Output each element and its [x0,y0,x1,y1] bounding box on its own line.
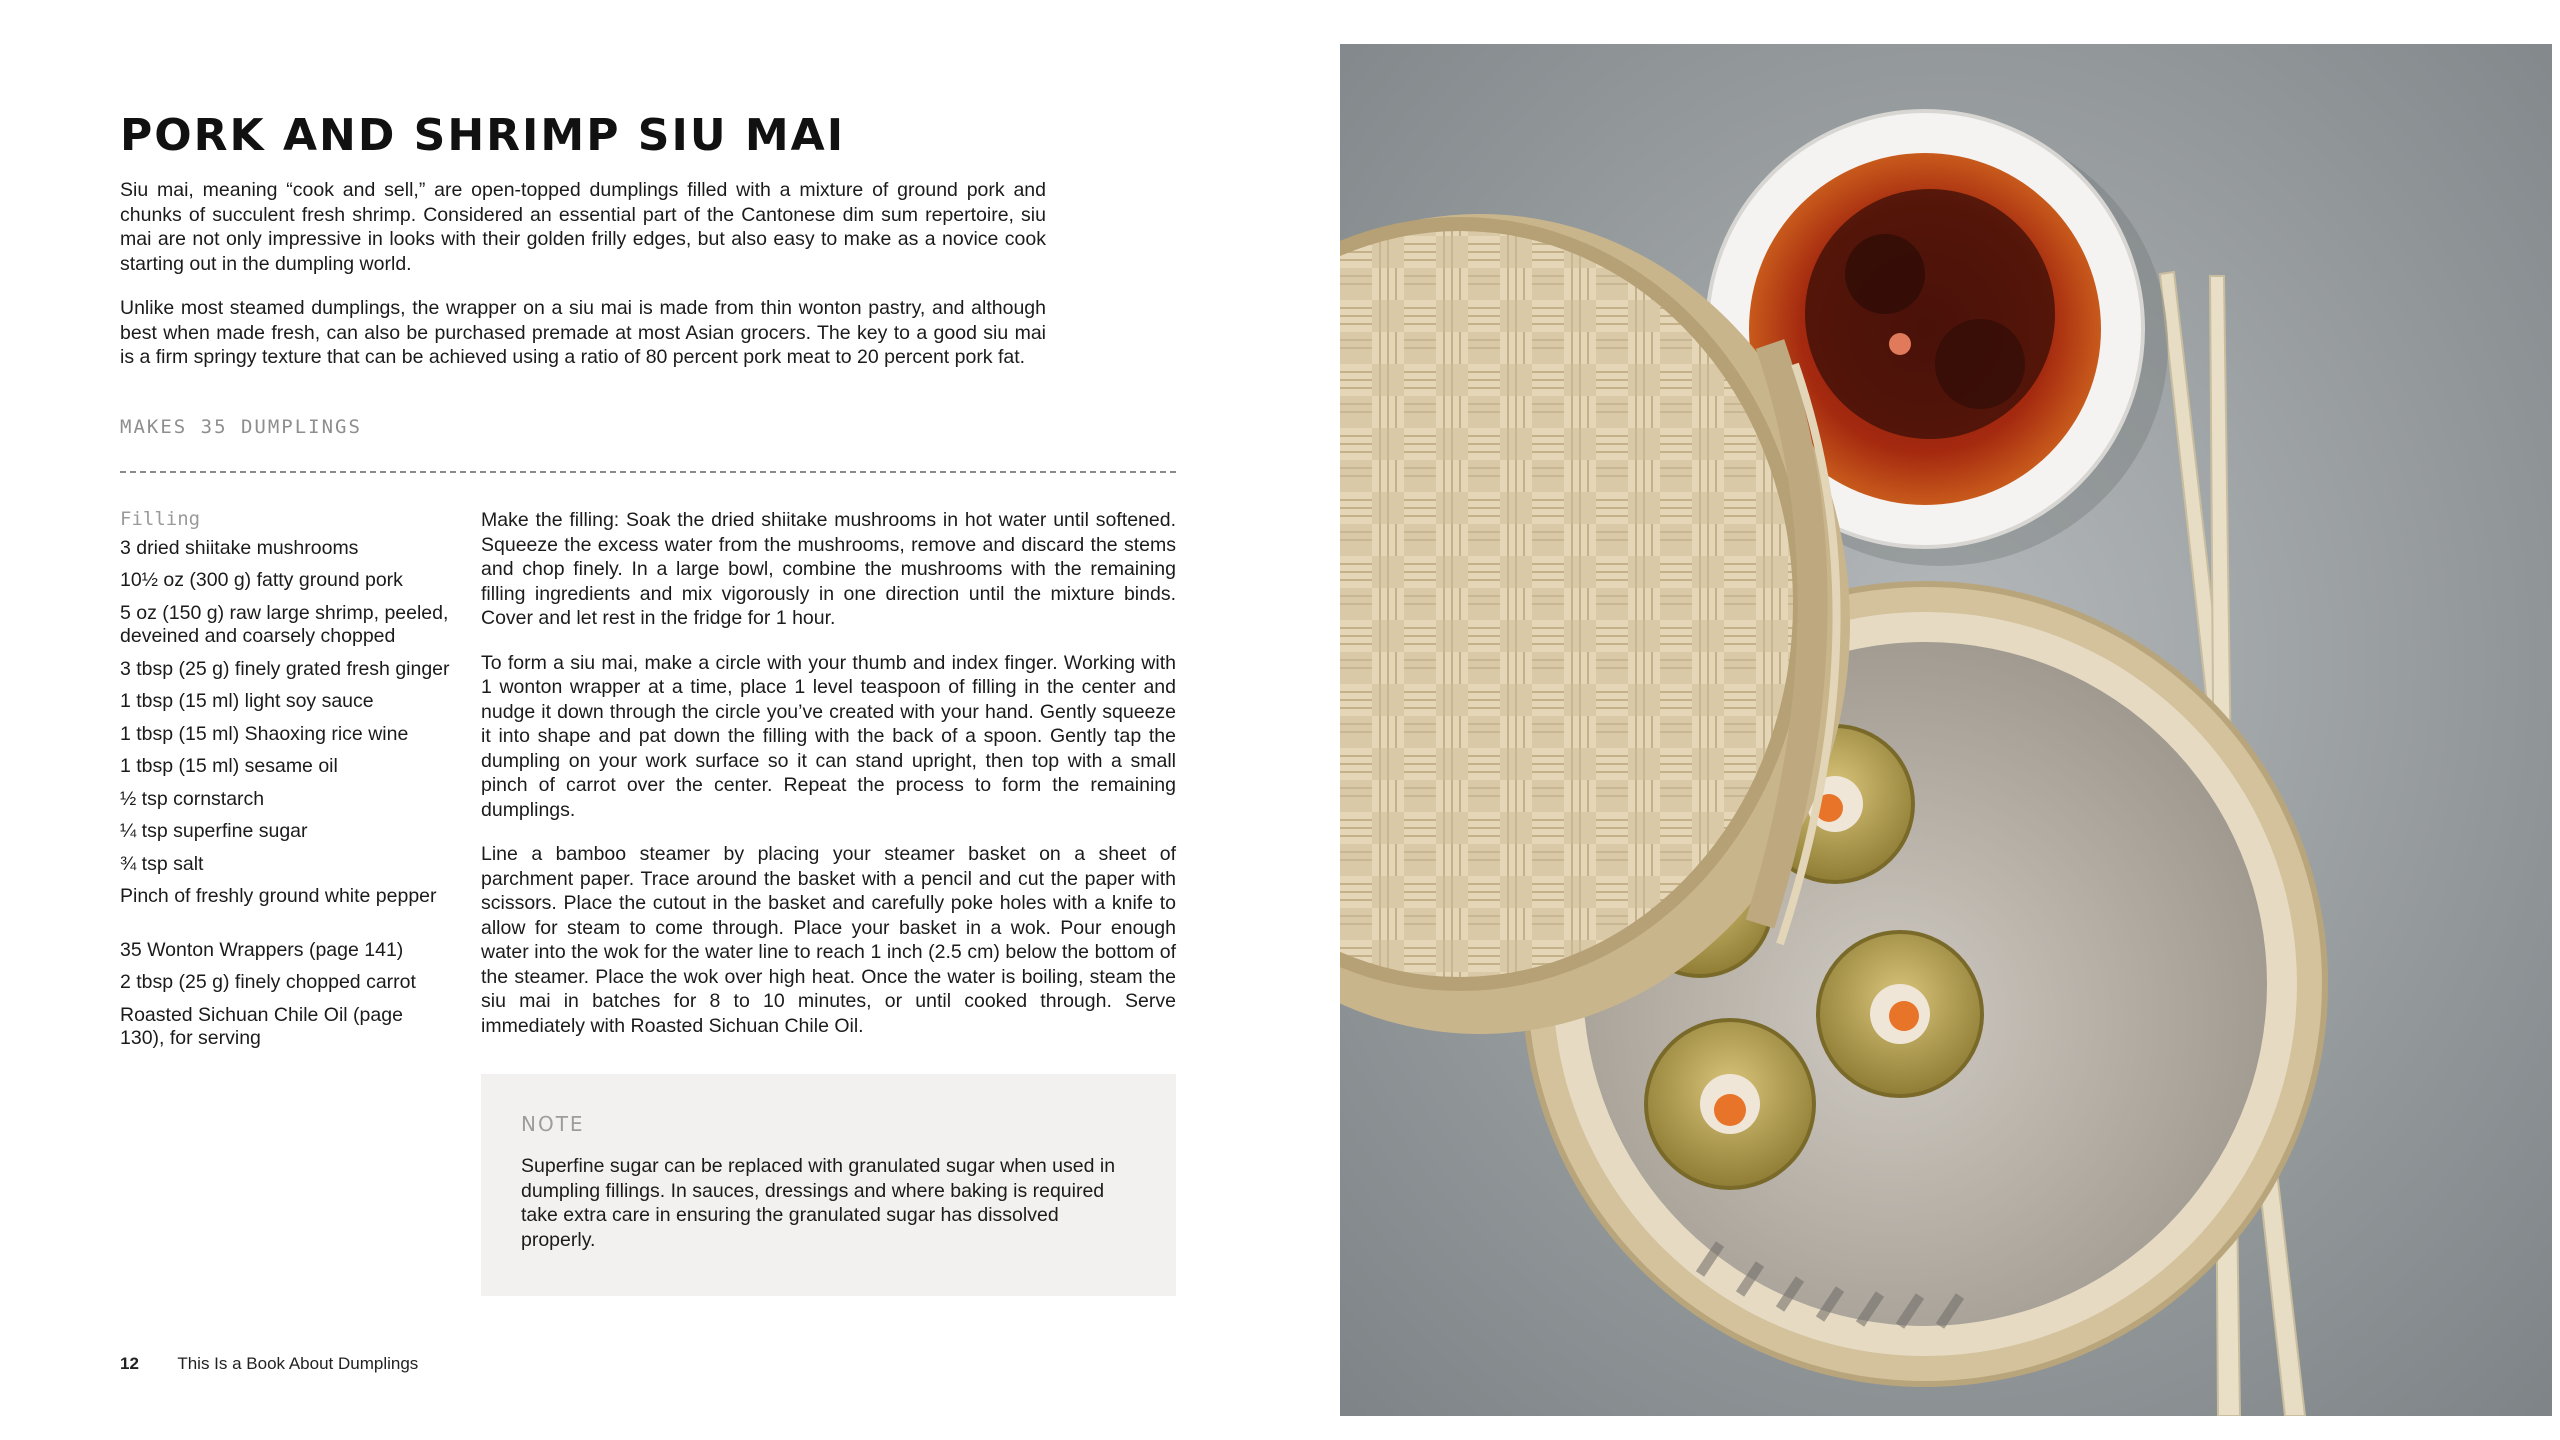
ingredient-item: 2 tbsp (25 g) finely chopped carrot [120,971,416,993]
page-footer [120,1354,418,1374]
ingredient-item: ¼ tsp superfine sugar [120,820,308,842]
intro-paragraph: Siu mai, meaning “cook and sell,” are open-topped dumplings filled with a mixture of ground pork and chunks of succulent fresh shrimp. Considered an essential part of the Cantonese dim sum repertoire, siu mai are not only impressive in looks with their golden frilly edges, but also easy to make as a novice cook starting out in the dumpling world. [120,179,1046,275]
method-step: Make the filling: Soak the dried shiitake mushrooms in hot water until softened. Squeeze the excess water from the mushrooms, remove and discard the stems and chop finely. In a large bowl, combine the mushrooms with the remaining filling ingredients and mix vigorously in one direction until the mixture binds. Cover and let rest in the fridge for 1 hour. [481,509,1176,629]
method-step: To form a siu mai, make a circle with your thumb and index finger. Working with 1 wonton wrapper at a time, place 1 level teaspoon of filling in the center and nudge it down through the circle you’ve created with your hand. Gently squeeze it into shape and pat down the filling with the back of a spoon. Gently tap the dumpling on your work surface so it can stand upright, then top with a small pinch of carrot over the center. Repeat the process to form the remaining dumplings. [481,651,1176,821]
method-column [481,508,1176,1058]
ingredient-item: 5 oz (150 g) raw large shrimp, peeled, deveined and coarsely chopped [120,601,449,647]
ingredient-item: 3 tbsp (25 g) finely grated fresh ginger [120,657,450,680]
dashed-divider [120,471,1176,473]
ingredient-item: 1 tbsp (15 ml) sesame oil [120,755,338,777]
recipe-intro [120,178,1046,390]
ingredients-list [120,537,450,1051]
note-body: Superfine sugar can be replaced with granulated sugar when used in dumpling fillings. In sauces, dressings and where baking is required take extra care in ensuring the granulated sugar has dissolved properly. [521,1155,1116,1251]
ingredients-heading: Filling [120,508,201,530]
recipe-photo [1340,44,2552,1416]
ingredient-item: Roasted Sichuan Chile Oil (page 130), for serving [120,1003,403,1049]
note-box [481,1074,1176,1296]
yield-label: MAKES 35 DUMPLINGS [120,416,362,438]
ingredient-item: 3 dried shiitake mushrooms [120,536,359,559]
note-heading: NOTE [521,1112,585,1136]
recipe-title: PORK AND SHRIMP SIU MAI [120,110,846,161]
ingredient-item: Pinch of freshly ground white pepper [120,885,437,907]
ingredient-item: ¾ tsp salt [120,852,204,875]
book-title: This Is a Book About Dumplings [177,1354,419,1373]
steamer-photo-illustration [1340,44,2552,1416]
intro-paragraph: Unlike most steamed dumplings, the wrapper on a siu mai is made from thin wonton pastry, and although best when made fresh, can also be purchased premade at most Asian grocers. The key to a good siu mai is a firm springy texture that can be achieved using a ratio of 80 percent pork meat to 20 percent pork fat. [120,297,1046,368]
ingredient-item: 1 tbsp (15 ml) Shaoxing rice wine [120,722,409,745]
method-step: Line a bamboo steamer by placing your steamer basket on a sheet of parchment paper. Trace around the basket with a pencil and cut the paper with scissors. Place the cutout in the basket and carefully poke holes with a knife to allow for steam to come through. Place your basket in a wok. Pour enough water into the wok for the water line to reach 1 inch (2.5 cm) below the bottom of the steamer. Place the wok over high heat. Once the water is boiling, steam the siu mai in batches for 8 to 10 minutes, or until cooked through. Serve immediately with Roasted Sichuan Chile Oil. [481,843,1176,1037]
ingredient-item: 1 tbsp (15 ml) light soy sauce [120,690,374,712]
ingredients-column [120,508,450,1060]
ingredient-item: 35 Wonton Wrappers (page 141) [120,938,404,961]
ingredient-item: 10½ oz (300 g) fatty ground pork [120,569,403,591]
page-number: 12 [120,1354,139,1373]
ingredient-item: ½ tsp cornstarch [120,787,265,810]
